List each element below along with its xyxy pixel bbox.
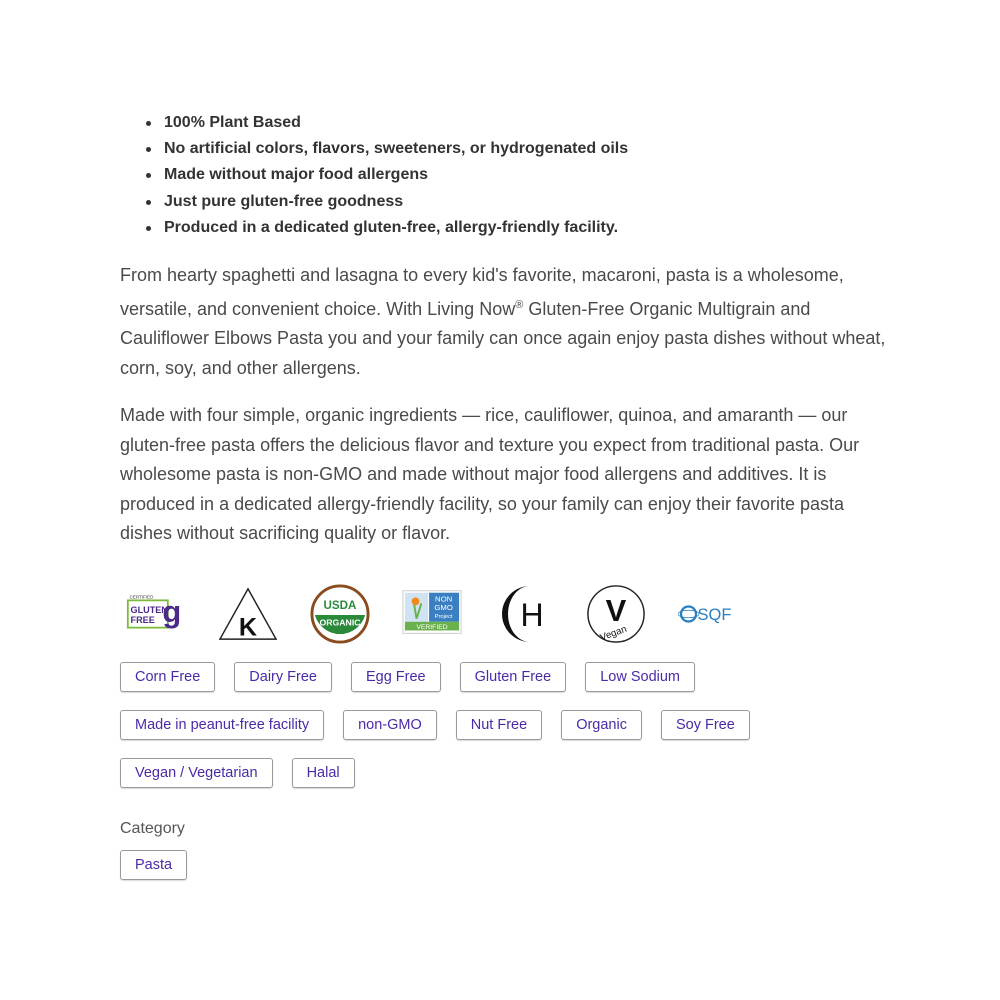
- tag-low-sodium[interactable]: Low Sodium: [585, 662, 695, 692]
- usda-organic-logo: [310, 584, 370, 644]
- tag-nut-free[interactable]: Nut Free: [456, 710, 542, 740]
- certification-logos: [126, 584, 738, 644]
- tag-dairy-free[interactable]: Dairy Free: [234, 662, 332, 692]
- logo-text: CERTIFIED: [129, 594, 154, 600]
- tag-organic[interactable]: Organic: [561, 710, 642, 740]
- logo-text: Project: [434, 613, 453, 620]
- tag-non-gmo[interactable]: non-GMO: [343, 710, 437, 740]
- category-tags: [120, 850, 820, 880]
- description-paragraph-2: Made with four simple, organic ingredients — rice, cauliflower, quinoa, and amaranth — our gluten-free pasta offers the delicious flavor and texture you expect from traditional pasta. Our wholesome pasta is non-GMO and made without major food allergens and additives. It is produced in a dedicated allergy-friendly facility, so your family can enjoy their favorite pasta dishes without sacrificing quality or flavor.: [120, 405, 860, 544]
- tag-vegan-vegetarian[interactable]: Vegan / Vegetarian: [120, 758, 273, 788]
- text: From hearty spaghetti and lasagna to every kid's favorite, macaroni, pasta is a wholesome, versatile, and convenient choice. With Living Now: [120, 265, 844, 319]
- feature-item: Just pure gluten-free goodness: [164, 189, 900, 215]
- tag-row: [120, 758, 820, 788]
- category-pasta[interactable]: Pasta: [120, 850, 187, 880]
- category-label: Category: [120, 820, 185, 837]
- tag-halal[interactable]: Halal: [292, 758, 355, 788]
- logo-text: K: [238, 613, 258, 642]
- tag-corn-free[interactable]: Corn Free: [120, 662, 215, 692]
- logo-text: GLUTEN: [130, 605, 168, 616]
- logo-text: GMO: [434, 603, 453, 613]
- certified-gluten-free-logo: [126, 584, 186, 644]
- product-description: [120, 110, 900, 549]
- kosher-logo: [218, 584, 278, 644]
- description-paragraph-1: [120, 261, 900, 383]
- logo-text: NON: [435, 594, 453, 604]
- feature-list: [120, 110, 900, 241]
- logo-text: Vegan: [598, 623, 629, 644]
- non-gmo-verified-logo: [402, 584, 462, 644]
- halal-logo: [494, 584, 554, 644]
- feature-item: No artificial colors, flavors, sweeteners, or hydrogenated oils: [164, 136, 900, 162]
- tag-gluten-free[interactable]: Gluten Free: [460, 662, 567, 692]
- feature-item: Produced in a dedicated gluten-free, allergy-friendly facility.: [164, 215, 900, 241]
- text: Gluten-Free Organic Multigrain and Cauliflower Elbows Pasta you and your family can once again enjoy pasta dishes without wheat, corn, soy, and other allergens.: [120, 298, 886, 378]
- tag-egg-free[interactable]: Egg Free: [351, 662, 441, 692]
- feature-item: 100% Plant Based: [164, 110, 900, 136]
- logo-text: VERIFIED: [416, 624, 448, 631]
- logo-text: g: [162, 594, 182, 630]
- tag-soy-free[interactable]: Soy Free: [661, 710, 750, 740]
- logo-text: H: [520, 597, 544, 633]
- logo-text: SQF: [697, 606, 732, 624]
- logo-text: ORGANIC: [319, 617, 361, 628]
- registered-mark: ®: [515, 298, 524, 311]
- sqf-logo: [678, 584, 738, 644]
- tag-row: [120, 662, 820, 692]
- tag-peanut-free-facility[interactable]: Made in peanut-free facility: [120, 710, 324, 740]
- feature-item: Made without major food allergens: [164, 162, 900, 188]
- logo-text: FREE: [130, 615, 155, 626]
- logo-text: USDA: [323, 599, 357, 613]
- tag-row: [120, 710, 820, 740]
- logo-text: V: [605, 592, 627, 628]
- vegan-logo: [586, 584, 646, 644]
